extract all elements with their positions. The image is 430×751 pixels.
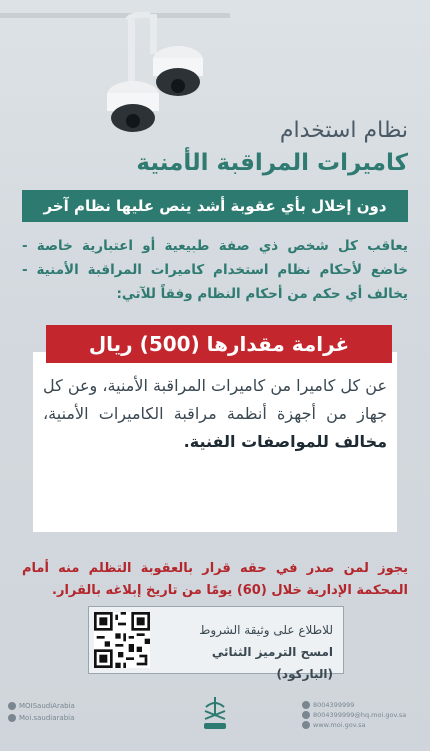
fine-description-text: عن كل كاميرا من كاميرات المراقبة الأمنية، وعن كل جهاز من أجهزة أنظمة مراقبة الكاميرات الأمنية، xyxy=(43,376,387,423)
ministry-emblem-icon xyxy=(200,695,230,731)
contact-email[interactable]: 8004399999@hq.moi.gov.sa xyxy=(313,711,407,719)
x-icon xyxy=(8,702,16,710)
qr-code[interactable] xyxy=(94,612,150,668)
qr-line-2: امسح الترميز الثنائي (الباركود) xyxy=(211,645,333,681)
qr-card xyxy=(88,606,344,681)
social-instagram[interactable]: Moi.saudiarabia xyxy=(19,714,75,722)
phone-icon xyxy=(302,701,310,709)
globe-icon xyxy=(302,721,310,729)
appeal-text: يجوز لمن صدر في حقه قرار بالعقوبة التظلم منه أمام المحكمة الإدارية خلال (60) يومًا من تاريخ إبلاغه بالقرار. xyxy=(22,561,408,598)
fine-description-bold: مخالف للمواصفات الفنية. xyxy=(183,432,387,451)
email-icon xyxy=(302,711,310,719)
instagram-icon xyxy=(8,714,16,722)
qr-line-1: للاطلاع على وثيقة الشروط xyxy=(199,623,333,637)
security-camera-illustration xyxy=(0,0,230,150)
rule-text: يعاقب كل شخص ذي صفة طبيعية أو اعتبارية خاصة - خاضع لأحكام نظام استخدام كاميرات المراقبة الأمنية - يخالف أي حكم من أحكام النظام وفقاً للآتي: xyxy=(22,238,408,302)
fine-description xyxy=(43,372,387,456)
footer-contact xyxy=(302,700,422,730)
qr-instructions xyxy=(157,619,333,685)
contact-site[interactable]: www.moi.gov.sa xyxy=(313,721,366,729)
fine-banner: غرامة مقدارها (500) ريال xyxy=(46,325,392,363)
headline-line-1: نظام استخدام xyxy=(279,118,408,143)
social-x[interactable]: MOISaudiArabia xyxy=(19,702,75,710)
headline-line-2: كاميرات المراقبة الأمنية xyxy=(136,150,408,176)
footer-social xyxy=(8,700,108,724)
green-banner: دون إخلال بأي عقوبة أشد ينص عليها نظام آخر xyxy=(22,190,408,222)
contact-phone[interactable]: 8004399999 xyxy=(313,701,355,709)
